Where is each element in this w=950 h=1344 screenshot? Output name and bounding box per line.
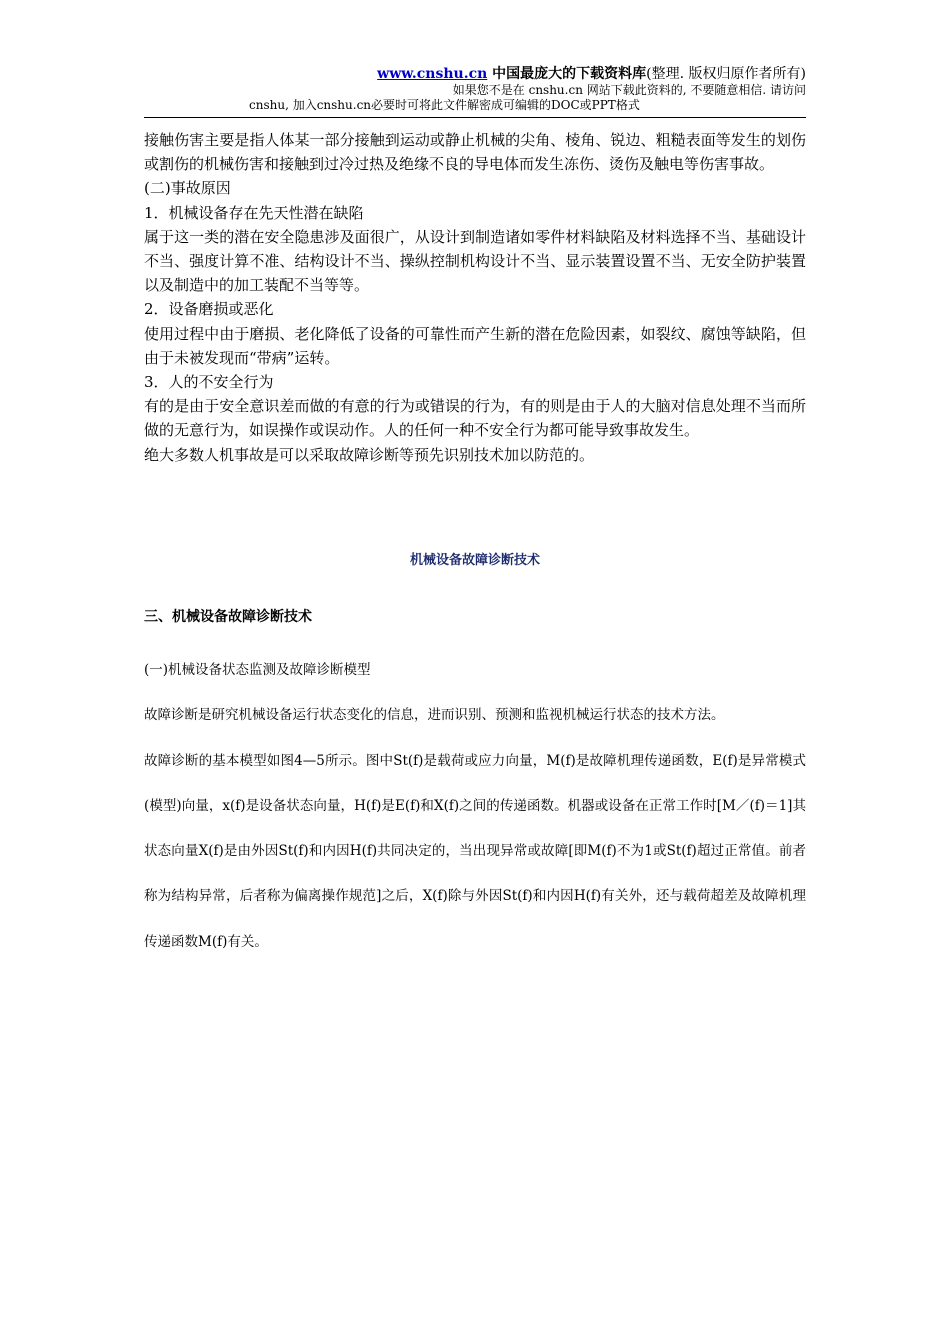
paragraph: 有的是由于安全意识差而做的有意的行为或错误的行为，有的则是由于人的大脑对信息处理不当而所做的无意行为，如误操作或误动作。人的任何一种不安全行为都可能导致事故发生。	[144, 397, 806, 440]
paragraph: 2．设备磨损或恶化	[144, 300, 274, 319]
paragraph: 1．机械设备存在先天性潜在缺陷	[144, 203, 364, 222]
header-line-2: 如果您不是在 cnshu.cn 网站下载此资料的, 不要随意相信. 请访问	[452, 83, 806, 97]
site-note: (整理. 版权归原作者所有)	[646, 66, 806, 82]
header-line-3: cnshu, 加入cnshu.cn必要时可将此文件解密成可编辑的DOC或PPT格式	[249, 98, 640, 112]
paragraph: 故障诊断是研究机械设备运行状态变化的信息，进而识别、预测和监视机械运行状态的技术方法。	[144, 707, 725, 724]
paragraph: (一)机械设备状态监测及故障诊断模型	[144, 662, 371, 678]
paragraph: 绝大多数人机事故是可以采取故障诊断等预先识别技术加以防范的。	[144, 445, 595, 464]
site-link[interactable]: www.cnshu.cn	[377, 66, 488, 82]
section-1	[144, 128, 806, 467]
paragraph: (二)事故原因	[144, 179, 231, 198]
paragraph: 接触伤害主要是指人体某一部分接触到运动或静止机械的尖角、棱角、锐边、粗糙表面等发生的划伤或割伤的机械伤害和接触到过冷过热及绝缘不良的导电体而发生冻伤、烫伤及触电等伤害事故。	[144, 131, 806, 174]
header-line-1	[144, 66, 806, 83]
paragraph: 属于这一类的潜在安全隐患涉及面很广，从设计到制造诸如零件材料缺陷及材料选择不当、基础设计不当、强度计算不准、结构设计不当、操纵控制机构设计不当、显示装置设置不当、无安全防护装置以及制造中的加工装配不当等等。	[144, 227, 806, 295]
paragraph: 3．人的不安全行为	[144, 373, 274, 392]
section-title: 三、机械设备故障诊断技术	[144, 609, 312, 625]
page-header	[144, 66, 806, 113]
paragraph: 故障诊断的基本模型如图4—5所示。图中St(f)是载荷或应力向量，M(f)是故障机理传递函数，E(f)是异常模式(模型)向量，x(f)是设备状态向量，H(f)是E(f)和X(f)之间的传递函数。机器或设备在正常工作时[M／(f)＝1]其状态向量X(f)是由外因St(f)和内因H(f)共同决定的，当出现异常或故障[即M(f)不为1或St(f)超过正常值。前者称为结构异常，后者称为偏离操作规范]之后，X(f)除与外因St(f)和内因H(f)有关外，还与载荷超差及故障机理传递函数M(f)有关。	[144, 752, 806, 950]
center-title: 机械设备故障诊断技术	[409, 553, 540, 568]
header-rule	[144, 117, 806, 118]
section-2	[144, 648, 806, 965]
paragraph: 使用过程中由于磨损、老化降低了设备的可靠性而产生新的潜在危险因素，如裂纹、腐蚀等缺陷，但由于未被发现而“带病”运转。	[144, 324, 806, 367]
site-title: 中国最庞大的下载资料库	[487, 66, 647, 82]
